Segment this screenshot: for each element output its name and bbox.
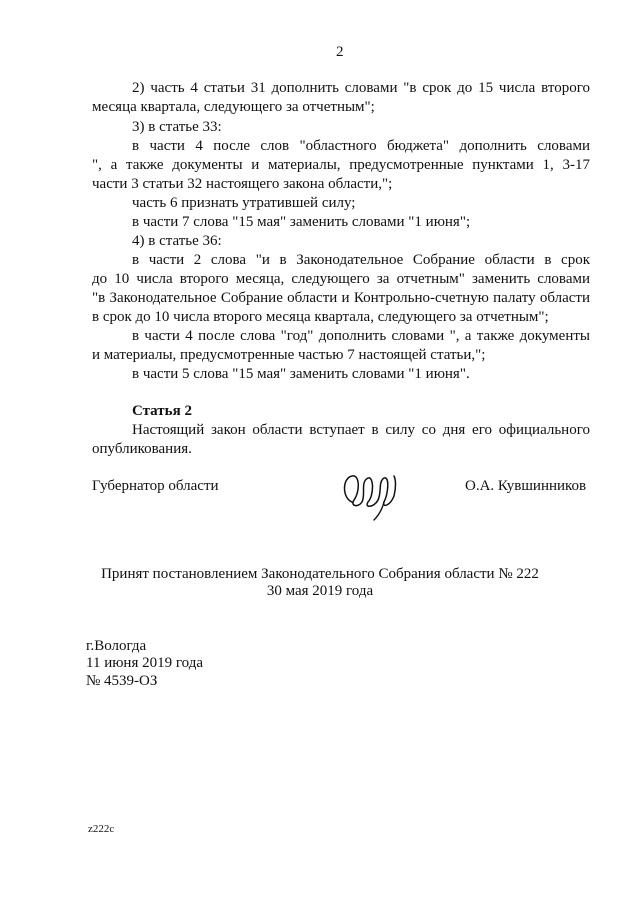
adoption-line-2: 30 мая 2019 года — [266, 583, 374, 599]
article-2-heading: Статья 2 — [132, 403, 192, 419]
article-2-text-line1: Настоящий закон области вступает в силу со дня его официального — [132, 422, 590, 438]
amendment-item-3: 3) в статье 33: — [132, 119, 222, 135]
amendment-item-2-line1: 2) часть 4 статьи 31 дополнить словами "в срок до 15 числа второго — [132, 80, 590, 96]
article-2-text-line2: опубликования. — [92, 441, 192, 457]
law-number: № 4539-ОЗ — [86, 673, 158, 689]
amendment-item-4b-line2: и материалы, предусмотренные частью 7 настоящей статьи,"; — [92, 347, 486, 363]
amendment-item-4: 4) в статье 36: — [132, 233, 222, 249]
amendment-item-4b-line1: в части 4 после слова "год" дополнить словами ", а также документы — [132, 328, 590, 344]
amendment-item-3b: часть 6 признать утратившей силу; — [132, 195, 356, 211]
adoption-line-1: Принят постановлением Законодательного Собрания области № 222 — [101, 566, 539, 582]
amendment-item-2-line2: месяца квартала, следующего за отчетным"; — [92, 99, 375, 115]
amendment-item-4a-line4: в срок до 10 числа второго месяца квартала, следующего за отчетным"; — [92, 309, 549, 325]
amendment-item-3c: в части 7 слова "15 мая" заменить словами "1 июня"; — [132, 214, 471, 230]
amendment-item-4a-line2: до 10 числа второго месяца, следующего за отчетным" заменить словами — [92, 271, 590, 287]
signatory-name: О.А. Кувшинников — [465, 478, 587, 494]
amendment-item-3a-line1: в части 4 после слов "областного бюджета" дополнить словами — [132, 138, 590, 154]
amendment-item-3a-line3: части 3 статьи 32 настоящего закона области,"; — [92, 176, 393, 192]
amendment-item-4c: в части 5 слова "15 мая" заменить словами "1 июня". — [132, 366, 470, 382]
footer-code: z222c — [88, 823, 115, 835]
signatory-position: Губернатор области — [92, 478, 219, 494]
page-number: 2 — [336, 44, 344, 60]
place-city: г.Вологда — [86, 638, 147, 654]
handwritten-signature — [338, 462, 408, 522]
amendment-item-4a-line1: в части 2 слова "и в Законодательное Собрание области в срок — [132, 252, 590, 268]
amendment-item-4a-line3: "в Законодательное Собрание области и Контрольно-счетную палату области — [92, 290, 590, 306]
place-date: 11 июня 2019 года — [86, 655, 203, 671]
amendment-item-3a-line2: ", а также документы и материалы, предусмотренные пунктами 1, 3-17 — [92, 157, 590, 173]
